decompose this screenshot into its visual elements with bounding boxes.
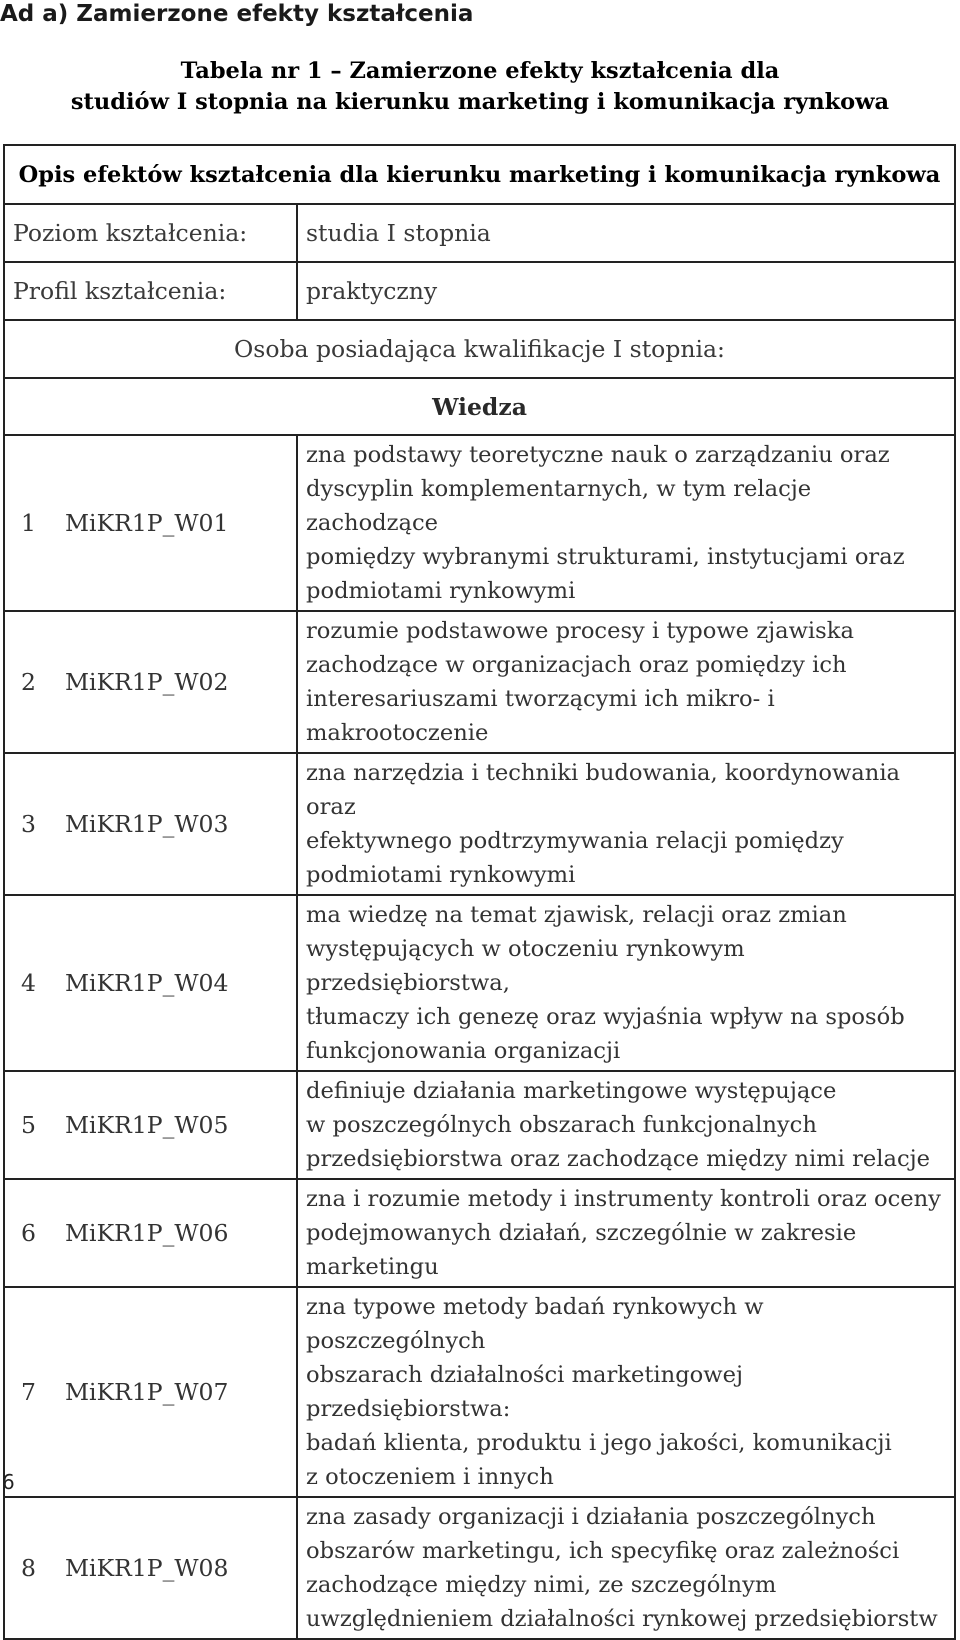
outcome-description-line: podmiotami rynkowymi	[306, 578, 576, 604]
outcome-number: 7	[21, 1378, 36, 1406]
section-heading: Ad a) Zamierzone efekty kształcenia	[0, 1, 474, 27]
outcome-description-line: podmiotami rynkowymi	[306, 862, 576, 888]
outcome-number: 6	[21, 1219, 36, 1247]
outcome-description	[297, 1287, 955, 1497]
outcome-description	[297, 1071, 955, 1179]
outcome-description-line: rozumie podstawowe procesy i typowe zjawiska	[306, 618, 854, 644]
outcome-description-line: zna narzędzia i techniki budowania, koordynowania oraz	[306, 760, 901, 820]
outcome-description-line: w poszczególnych obszarach funkcjonalnych	[306, 1112, 817, 1138]
profile-label: Profil kształcenia:	[4, 262, 297, 320]
outcome-code-cell	[4, 1071, 297, 1179]
outcome-description-line: przedsiębiorstwa oraz zachodzące między nimi relacje	[306, 1146, 930, 1172]
level-row	[4, 204, 955, 262]
outcome-description-line: zna zasady organizacji i działania poszczególnych	[306, 1504, 876, 1530]
page-number: 6	[2, 1470, 15, 1494]
outcome-code-cell	[4, 611, 297, 753]
outcome-description-line: z otoczeniem i innych	[306, 1464, 554, 1490]
table-caption	[0, 56, 960, 118]
outcome-description-line: zna podstawy teoretyczne nauk o zarządzaniu oraz	[306, 442, 890, 468]
outcome-number: 5	[21, 1111, 36, 1139]
outcome-code-cell	[4, 435, 297, 611]
table-caption-line-1: Tabela nr 1 – Zamierzone efekty kształcenia dla	[180, 58, 780, 84]
outcome-description-line: zna typowe metody badań rynkowych w poszczególnych	[306, 1294, 764, 1354]
outcome-description	[297, 1179, 955, 1287]
outcome-description-line: definiuje działania marketingowe występujące	[306, 1078, 837, 1104]
outcome-row	[4, 435, 955, 611]
outcome-description	[297, 753, 955, 895]
outcome-description	[297, 435, 955, 611]
outcome-row	[4, 753, 955, 895]
outcome-description-line: zna i rozumie metody i instrumenty kontroli oraz oceny	[306, 1186, 941, 1212]
outcome-code: MiKR1P_W02	[65, 668, 229, 696]
outcome-description	[297, 611, 955, 753]
outcome-row	[4, 1497, 955, 1639]
outcome-number: 8	[21, 1554, 36, 1582]
outcome-description-line: tłumaczy ich genezę oraz wyjaśnia wpływ na sposób	[306, 1004, 905, 1030]
outcome-code-cell	[4, 1497, 297, 1639]
outcome-code: MiKR1P_W06	[65, 1219, 229, 1247]
outcome-code: MiKR1P_W05	[65, 1111, 229, 1139]
outcome-number: 2	[21, 668, 36, 696]
outcome-description-line: ma wiedzę na temat zjawisk, relacji oraz zmian	[306, 902, 847, 928]
outcome-description-line: obszarach działalności marketingowej przedsiębiorstwa:	[306, 1362, 743, 1422]
table-caption-line-2: studiów I stopnia na kierunku marketing i komunikacja rynkowa	[70, 89, 890, 115]
outcome-code: MiKR1P_W03	[65, 810, 229, 838]
outcome-description-line: zachodzące w organizacjach oraz pomiędzy ich	[306, 652, 847, 678]
outcome-number: 1	[21, 509, 36, 537]
outcome-code: MiKR1P_W08	[65, 1554, 229, 1582]
level-value: studia I stopnia	[297, 204, 955, 262]
outcome-code-cell	[4, 1287, 297, 1497]
qualification-row	[4, 320, 955, 378]
outcome-description-line: zachodzące między nimi, ze szczególnym	[306, 1572, 777, 1598]
outcome-description-line: podejmowanych działań, szczególnie w zakresie	[306, 1220, 857, 1246]
profile-value: praktyczny	[297, 262, 955, 320]
outcome-row	[4, 895, 955, 1071]
outcome-code: MiKR1P_W04	[65, 969, 229, 997]
outcome-code-cell	[4, 1179, 297, 1287]
category-label: Wiedza	[4, 378, 955, 435]
level-label: Poziom kształcenia:	[4, 204, 297, 262]
outcome-code-cell	[4, 895, 297, 1071]
outcome-description-line: badań klienta, produktu i jego jakości, komunikacji	[306, 1430, 892, 1456]
qualification-text: Osoba posiadająca kwalifikacje I stopnia:	[4, 320, 955, 378]
outcome-description-line: pomiędzy wybranymi strukturami, instytucjami oraz	[306, 544, 905, 570]
outcome-row	[4, 1179, 955, 1287]
outcome-description-line: uwzględnieniem działalności rynkowej przedsiębiorstw	[306, 1606, 938, 1632]
outcome-description-line: funkcjonowania organizacji	[306, 1038, 621, 1064]
outcome-code-cell	[4, 753, 297, 895]
outcome-description-line: marketingu	[306, 1254, 439, 1280]
profile-row	[4, 262, 955, 320]
outcome-description-line: dyscyplin komplementarnych, w tym relacje zachodzące	[306, 476, 812, 536]
outcome-description-line: interesariuszami tworzącymi ich mikro- i makrootoczenie	[306, 686, 775, 746]
table-title: Opis efektów kształcenia dla kierunku marketing i komunikacja rynkowa	[4, 145, 955, 204]
outcome-description	[297, 895, 955, 1071]
table-title-row	[4, 145, 955, 204]
outcome-number: 3	[21, 810, 36, 838]
outcome-code: MiKR1P_W07	[65, 1378, 229, 1406]
outcome-description-line: efektywnego podtrzymywania relacji pomiędzy	[306, 828, 844, 854]
outcome-number: 4	[21, 969, 36, 997]
outcome-description-line: obszarów marketingu, ich specyfikę oraz zależności	[306, 1538, 900, 1564]
outcome-code: MiKR1P_W01	[65, 509, 229, 537]
outcome-description	[297, 1497, 955, 1639]
outcome-row	[4, 611, 955, 753]
outcome-description-line: występujących w otoczeniu rynkowym przedsiębiorstwa,	[306, 936, 745, 996]
outcome-row	[4, 1071, 955, 1179]
category-row	[4, 378, 955, 435]
outcome-row	[4, 1287, 955, 1497]
learning-outcomes-table	[3, 144, 956, 1640]
